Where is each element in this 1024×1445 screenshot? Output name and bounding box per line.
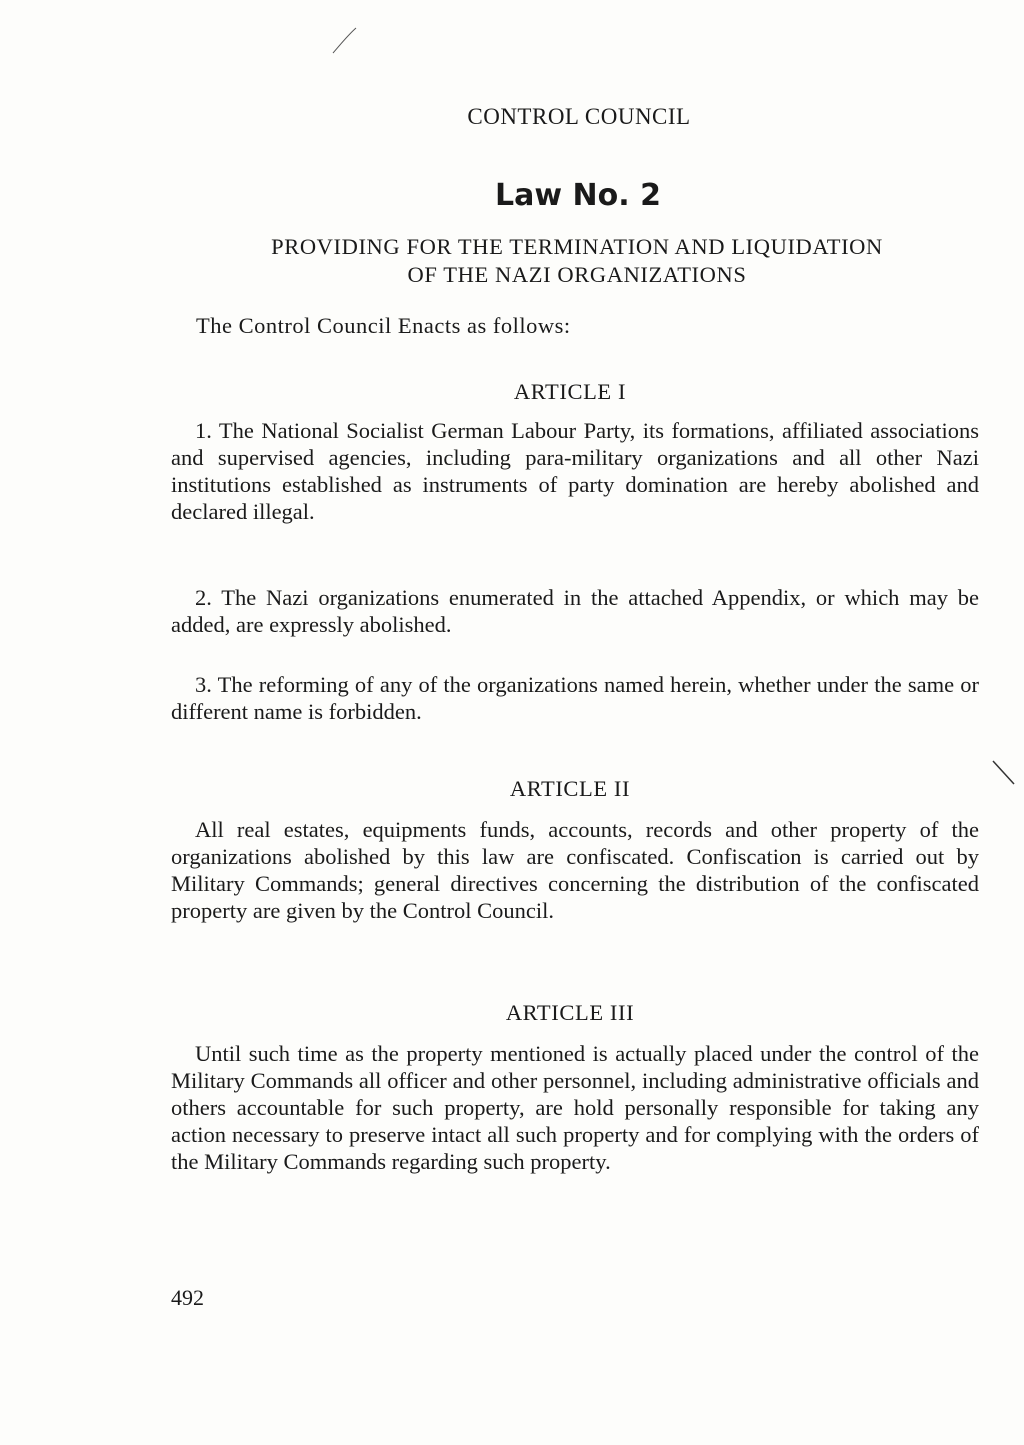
article-3-heading: ARTICLE III [505,1000,635,1025]
preamble: The Control Council Enacts as follows: [196,313,571,338]
pencil-stroke-mark [330,25,360,55]
article-2-heading: ARTICLE II [509,776,631,801]
law-title: Law No. 2 [495,178,661,213]
article-1-paragraph-1: 1. The National Socialist German Labour Party, its formations, affiliated associations and supervised agencies, including para-military organizations and all other Nazi institutions established as instruments of party domination are hereby abolished and declared illegal. [171,418,979,524]
article-1-paragraph-2: 2. The Nazi organizations enumerated in the attached Appendix, or which may be added, are expressly abolished. [171,585,979,637]
article-3-paragraph-1: Until such time as the property mentioned is actually placed under the control of the Military Commands all officer and other personnel, including administrative officials and others accountable for such property, are hold personally responsible for taking any action necessary to preserve intact all such property and for complying with the orders of the Military Commands regarding such property. [171,1041,979,1174]
page-number: 492 [171,1285,204,1310]
article-1-paragraph-3: 3. The reforming of any of the organizations named herein, whether under the same or different name is forbidden. [171,672,979,724]
law-subtitle [0,233,1024,289]
article-2-paragraph-1: All real estates, equipments funds, accounts, records and other property of the organizations abolished by this law are confiscated. Confiscation is carried out by Military Commands; general directives concerning the distribution of the confiscated property are given by the Control Council. [171,817,979,923]
subtitle-line-2: OF THE NAZI ORGANIZATIONS [407,262,747,287]
issuing-body: CONTROL COUNCIL [467,104,691,129]
article-1-heading: ARTICLE I [513,379,627,404]
subtitle-line-1: PROVIDING FOR THE TERMINATION AND LIQUIDATION [271,234,883,259]
